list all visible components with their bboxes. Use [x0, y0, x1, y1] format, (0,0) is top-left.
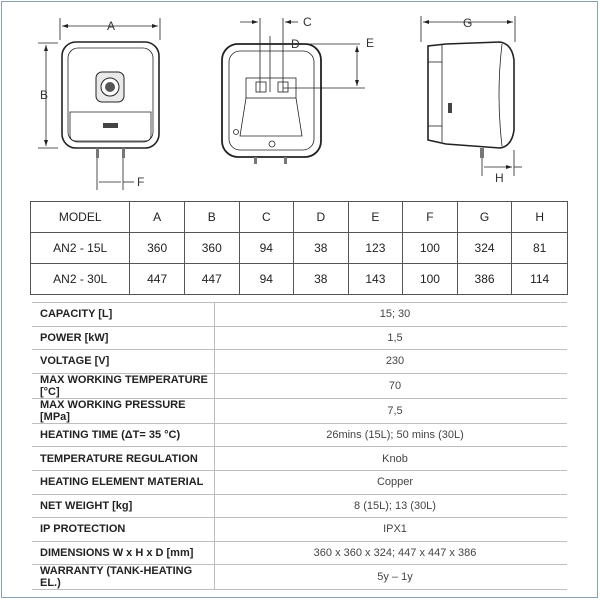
specifications-table: [32, 302, 567, 590]
spec-value: 230: [215, 350, 568, 374]
spec-value: 360 x 360 x 324; 447 x 447 x 386: [215, 541, 568, 565]
header-model: MODEL: [31, 202, 130, 233]
cell-c: 94: [239, 264, 294, 295]
spec-row-voltage: [32, 350, 567, 374]
cell-h: 114: [512, 264, 568, 295]
spec-label: CAPACITY [L]: [32, 303, 215, 327]
header-c: C: [239, 202, 294, 233]
spec-row-heating-element: [32, 470, 567, 494]
dimensions-header-row: [31, 202, 568, 233]
spec-value: 1,5: [215, 326, 568, 350]
spec-label: HEATING ELEMENT MATERIAL: [32, 470, 215, 494]
dimension-label-a: A: [107, 19, 116, 33]
dimension-label-g: G: [463, 16, 473, 30]
spec-value: 8 (15L); 13 (30L): [215, 494, 568, 518]
spec-label: MAX WORKING TEMPERATURE [°C]: [32, 373, 215, 398]
spec-row-dimensions: [32, 541, 567, 565]
spec-row-max-pressure: [32, 398, 567, 423]
spec-value: Copper: [215, 470, 568, 494]
cell-h: 81: [512, 233, 568, 264]
side-view-drawing: [421, 16, 522, 176]
technical-drawings: [0, 0, 600, 200]
cell-model: AN2 - 30L: [31, 264, 130, 295]
cell-f: 100: [403, 264, 458, 295]
cell-g: 386: [457, 264, 512, 295]
spec-row-max-temperature: [32, 373, 567, 398]
dimension-label-b: B: [40, 88, 49, 102]
spec-label: HEATING TIME (ΔT= 35 °C): [32, 423, 215, 447]
spec-label: WARRANTY (TANK-HEATING EL.): [32, 565, 215, 590]
spec-label: IP PROTECTION: [32, 518, 215, 542]
spec-row-warranty: [32, 565, 567, 590]
header-h: H: [512, 202, 568, 233]
dimension-label-h: H: [495, 171, 504, 185]
spec-label: DIMENSIONS W x H x D [mm]: [32, 541, 215, 565]
spec-label: TEMPERATURE REGULATION: [32, 447, 215, 471]
spec-value: 5y – 1y: [215, 565, 568, 590]
header-e: E: [348, 202, 403, 233]
spec-label: VOLTAGE [V]: [32, 350, 215, 374]
header-d: D: [294, 202, 349, 233]
dimensions-table: [30, 201, 568, 295]
table-row: [31, 264, 568, 295]
spec-value: Knob: [215, 447, 568, 471]
header-f: F: [403, 202, 458, 233]
spec-label: MAX WORKING PRESSURE [MPa]: [32, 398, 215, 423]
spec-value: 70: [215, 373, 568, 398]
dimension-label-f: F: [137, 175, 145, 189]
table-row: [31, 233, 568, 264]
spec-label: POWER [kW]: [32, 326, 215, 350]
spec-row-temperature-regulation: [32, 447, 567, 471]
spec-value: 26mins (15L); 50 mins (30L): [215, 423, 568, 447]
spec-row-net-weight: [32, 494, 567, 518]
cell-b: 447: [184, 264, 239, 295]
spec-value: IPX1: [215, 518, 568, 542]
spec-row-ip-protection: [32, 518, 567, 542]
spec-row-capacity: [32, 303, 567, 327]
dimension-label-d: D: [291, 37, 300, 51]
cell-b: 360: [184, 233, 239, 264]
spec-label: NET WEIGHT [kg]: [32, 494, 215, 518]
cell-e: 143: [348, 264, 403, 295]
spec-row-heating-time: [32, 423, 567, 447]
header-b: B: [184, 202, 239, 233]
cell-e: 123: [348, 233, 403, 264]
spec-value: 7,5: [215, 398, 568, 423]
cell-c: 94: [239, 233, 294, 264]
cell-d: 38: [294, 264, 349, 295]
header-a: A: [130, 202, 185, 233]
front-view-drawing: [38, 18, 160, 190]
spec-value: 15; 30: [215, 303, 568, 327]
cell-model: AN2 - 15L: [31, 233, 130, 264]
header-g: G: [457, 202, 512, 233]
cell-f: 100: [403, 233, 458, 264]
spec-row-power: [32, 326, 567, 350]
dimension-label-c: C: [303, 15, 312, 29]
cell-a: 447: [130, 264, 185, 295]
cell-g: 324: [457, 233, 512, 264]
cell-a: 360: [130, 233, 185, 264]
cell-d: 38: [294, 233, 349, 264]
dimension-label-e: E: [366, 36, 375, 50]
